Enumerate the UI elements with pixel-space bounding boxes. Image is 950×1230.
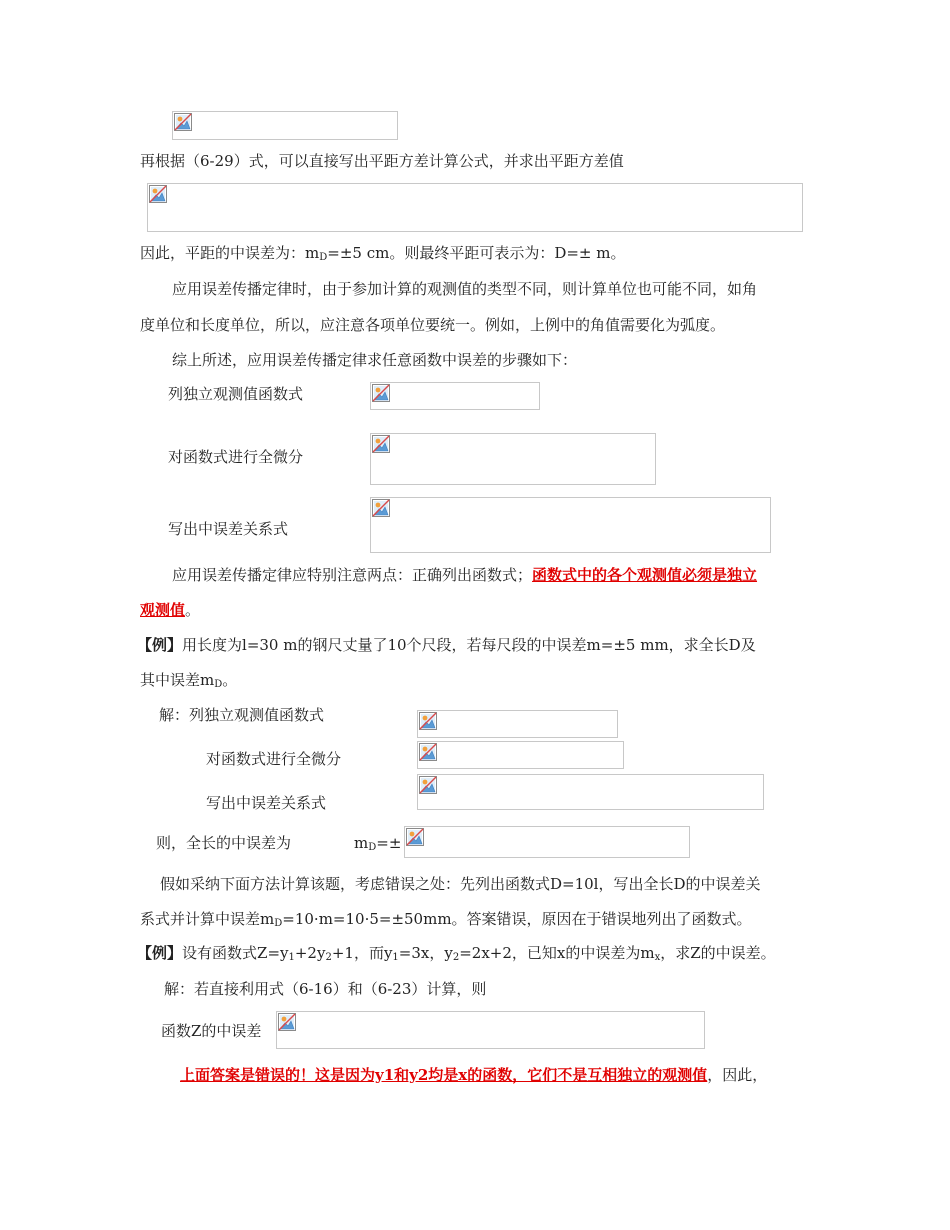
step-3-label: 写出中误差关系式 [168,520,289,538]
step-2-formula-image [370,433,656,485]
solution-1-result-symbol [354,833,401,853]
planar-error-text-b: =±5 cm。则最终平距可表示为：D=± m。 [327,244,626,262]
solution-1-step-2: 对函数式进行全微分 [206,750,342,768]
two-points-text: 应用误差传播定律应特别注意两点：正确列出函数式； [172,566,533,584]
subscript: 2 [452,952,460,963]
subscript: 2 [325,952,332,963]
example-1-line1 [137,635,756,655]
broken-image-icon [372,384,390,402]
broken-image-icon [372,499,390,517]
solution-2-intro: 解：若直接利用式（6-16）和（6-23）计算，则 [164,980,487,998]
subscript: 1 [392,952,399,963]
subscript: D [274,918,283,929]
solution-1-formula-2 [417,741,624,769]
paragraph-units-line2: 度单位和长度单位，所以，应注意各项单位要统一。例如，上例中的角值需要化为弧度。 [140,316,726,334]
step-1-label: 列独立观测值函数式 [168,385,304,403]
solution-2-formula [276,1011,705,1049]
paragraph-units-line1: 应用误差传播定律时，由于参加计算的观测值的类型不同，则计算单位也可能不同，如角 [172,280,758,298]
example-1-text: 用长度为l=30 m的钢尺丈量了10个尺段，若每尺段的中误差m=±5 mm，求全长D及 [182,636,756,654]
solution-1-step-1: 解：列独立观测值函数式 [159,706,325,724]
wrong-method-text-a: 系式并计算中误差m [140,910,275,928]
example-2-text: ，求Z的中误差。 [660,944,776,962]
example-2-text: =2x+2，已知x的中误差为m [459,944,655,962]
solution-2-label: 函数Z的中误差 [161,1022,262,1040]
result-eq: =± [376,834,402,852]
broken-image-icon [419,776,437,794]
paragraph-two-points-line1 [172,565,757,585]
solution-1-step-3: 写出中误差关系式 [206,794,327,812]
example-1-line2 [140,670,237,690]
subscript: D [214,679,223,690]
paragraph-planar-error [140,243,626,263]
step-1-formula-image [370,382,540,410]
wrong-method-text-b: =10·m=10·5=±50mm。答案错误，原因在于错误地列出了函数式。 [282,910,752,928]
example-1-text-b: 。 [222,671,238,689]
broken-image-icon [372,435,390,453]
solution-1-formula-3 [417,774,764,810]
example-2-text: +2y [294,944,326,962]
example-1-text-a: 其中误差m [140,671,215,689]
emphasis-independent: 函数式中的各个观测值必须是独立 [532,566,758,584]
subscript: D [368,842,377,853]
conclusion-tail: ，因此， [707,1066,768,1084]
broken-image-icon [149,185,167,203]
paragraph-wrong-method-line1: 假如采纳下面方法计算该题，考虑错误之处：先列出函数式D=10l，写出全长D的中误差关 [160,875,761,893]
broken-image-icon [419,743,437,761]
broken-image-icon [174,113,192,131]
example-2-line [137,943,776,963]
solution-1-result-label: 则，全长的中误差为 [156,834,292,852]
broken-image-icon [419,712,437,730]
paragraph-conclusion [180,1065,767,1085]
example-tag: 【例】 [137,636,183,654]
example-2-text: =3x，y [398,944,453,962]
subscript: D [319,252,328,263]
formula-image-2 [147,183,803,232]
formula-image-1 [172,111,398,140]
step-2-label: 对函数式进行全微分 [168,448,304,466]
broken-image-icon [406,828,424,846]
solution-1-result-formula [404,826,690,858]
paragraph-wrong-method-line2 [140,909,752,929]
period: 。 [185,601,201,619]
paragraph-steps-intro: 综上所述，应用误差传播定律求任意函数中误差的步骤如下： [172,351,578,369]
emphasis-observations: 观测值 [140,601,186,619]
result-m: m [354,834,369,852]
example-2-text: 设有函数式Z=y [182,944,289,962]
emphasis-wrong-answer: 上面答案是错误的！这是因为y1和y2均是x的函数，它们不是互相独立的观测值 [180,1066,708,1084]
subscript: x [654,952,661,963]
broken-image-icon [278,1013,296,1031]
example-tag: 【例】 [137,944,183,962]
paragraph-planar-variance: 再根据（6-29）式，可以直接写出平距方差计算公式，并求出平距方差值 [140,152,624,170]
subscript: 1 [288,952,295,963]
solution-1-formula-1 [417,710,618,738]
paragraph-two-points-line2 [140,600,200,620]
step-3-formula-image [370,497,771,553]
example-2-text: +1，而y [331,944,393,962]
planar-error-text-a: 因此，平距的中误差为：m [140,244,320,262]
